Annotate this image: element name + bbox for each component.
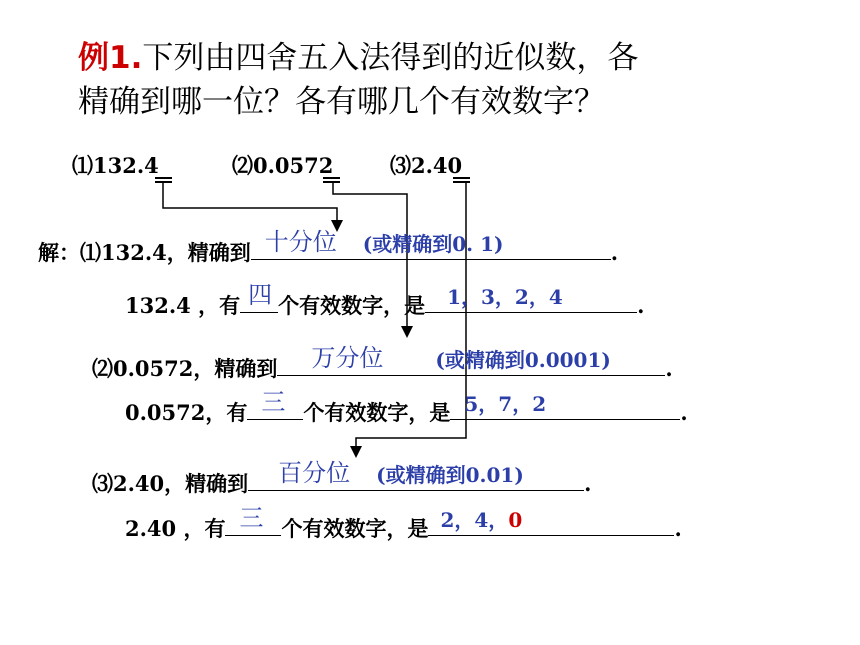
solution-1-precision-text: ，精确到 — [166, 240, 251, 265]
number-1-label: ⑴ — [72, 153, 93, 178]
solution-2-digits-blank — [450, 392, 680, 420]
solution-1-precision-alt: (或精确到0. 1) — [362, 232, 504, 256]
solution-3-digit-zero: 0 — [508, 508, 523, 532]
title-text-1: 下列由四舍五入法得到的近似数，各 — [142, 40, 639, 76]
solution-2-sig-mid: 个有效数字，是 — [303, 400, 451, 425]
example-label: 例1. — [78, 40, 143, 76]
solution-1-sig-mid: 个有效数字，是 — [278, 293, 426, 318]
solution-3-sig-mid: 个有效数字，是 — [281, 516, 429, 541]
solution-3-end: . — [584, 471, 592, 496]
solution-2-count: 三 — [261, 388, 286, 416]
solution-1-digits-blank — [425, 285, 637, 313]
solution-3-precision-text: ，精确到 — [164, 471, 249, 496]
solution-2-precision-text: ，精确到 — [193, 356, 278, 381]
solution-2-sigfigs — [125, 388, 688, 427]
solution-2-precision-blank — [277, 344, 665, 376]
solution-1-end-2: . — [637, 293, 645, 318]
solution-1-digits: 1，3，2，4 — [447, 285, 563, 309]
solution-2-precision-alt: (或精确到0.0001) — [435, 348, 611, 372]
solution-3-count: 三 — [239, 504, 264, 532]
solution-3-number: 2.40 — [113, 471, 165, 496]
solution-2-number: 0.0572 — [113, 356, 194, 381]
solution-2-precision-answer: 万分位 — [311, 344, 384, 372]
solution-3-precision — [92, 459, 592, 498]
solution-1-count-blank — [240, 281, 278, 313]
solution-1-end: . — [610, 240, 619, 265]
solution-1-precision-answer: 十分位 — [264, 228, 337, 256]
digit-underlines — [155, 178, 470, 182]
solution-2-count-blank — [247, 388, 303, 420]
solution-2-label: ⑵ — [92, 356, 113, 381]
solution-1-count: 四 — [248, 281, 273, 309]
number-2-label: ⑵ — [232, 153, 253, 178]
number-2-value: 0.0572 — [253, 153, 334, 178]
solution-1-sig-prefix: 132.4 ，有 — [125, 293, 241, 318]
solution-3-precision-answer: 百分位 — [278, 459, 351, 487]
arrow-1 — [163, 182, 337, 226]
solution-3-label: ⑶ — [92, 471, 113, 496]
solution-3-digits-blank — [428, 508, 674, 536]
solution-1-precision — [38, 228, 619, 267]
solution-1-precision-blank — [251, 228, 611, 260]
solution-2-digits: 5，7，2 — [464, 392, 547, 416]
number-3-value: 2.40 — [411, 153, 463, 178]
solution-2-end-2: . — [680, 400, 688, 425]
solution-3-digits-main: 2，4， — [440, 508, 509, 532]
solution-1-number: 132.4 — [101, 240, 167, 265]
solution-prefix: 解： — [38, 240, 80, 265]
solution-3-digits — [440, 504, 522, 533]
number-3-label: ⑶ — [390, 153, 411, 178]
number-1-value: 132.4 — [93, 153, 159, 178]
solution-3-precision-alt: (或精确到0.01) — [376, 463, 524, 487]
solution-1-label: ⑴ — [80, 240, 101, 265]
solution-2-precision — [92, 344, 673, 383]
solution-3-sigfigs — [125, 504, 682, 543]
solution-2-sig-prefix: 0.0572，有 — [125, 400, 248, 425]
title-text-2: 精确到哪一位？各有哪几个有效数字？ — [78, 84, 605, 120]
solution-3-count-blank — [225, 504, 281, 536]
solution-2-end: . — [665, 356, 673, 381]
solution-3-sig-prefix: 2.40 ，有 — [125, 516, 226, 541]
solution-1-sigfigs — [125, 281, 645, 320]
solution-3-end-2: . — [674, 516, 682, 541]
solution-3-precision-blank — [248, 459, 584, 491]
